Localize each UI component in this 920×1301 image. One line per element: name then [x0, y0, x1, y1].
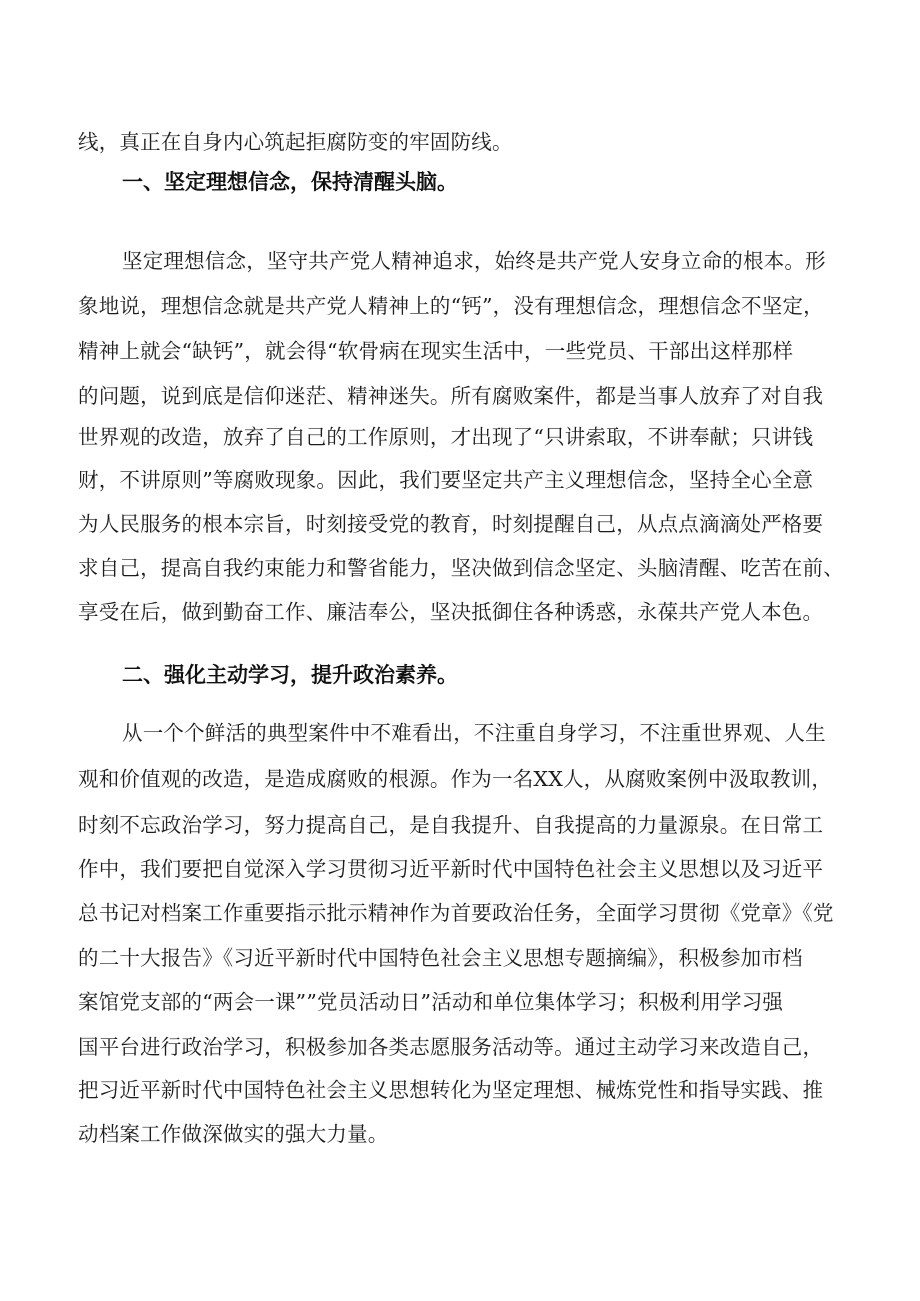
section-heading-2: 二、强化主动学习，提升政治素养。: [122, 663, 458, 687]
body-text-line: 象地说，理想信念就是共产党人精神上的“钙”，没有理想信念，理想信念不坚定，: [78, 294, 824, 318]
body-text-line: 时刻不忘政治学习，努力提高自己，是自我提升、自我提高的力量源泉。在日常工: [78, 813, 824, 837]
body-text-line: 世界观的改造，放弃了自己的工作原则，才出现了“只讲索取，不讲奉献；只讲钱: [78, 425, 814, 449]
body-text-line: 把习近平新时代中国特色社会主义思想转化为坚定理想、械炼党性和指导实践、推: [78, 1078, 824, 1102]
body-text-line: 坚定理想信念，坚守共产党人精神追求，始终是共产党人安身立命的根本。形: [122, 249, 826, 273]
body-text-line: 观和价值观的改造，是造成腐败的根源。作为一名XX人，从腐败案例中汲取教训，: [78, 767, 833, 791]
body-text-line: 精神上就会“缺钙”，就会得“软骨病在现实生活中，一些党员、干部出这样那样: [78, 339, 794, 363]
body-text-line: 从一个个鲜活的典型案件中不难看出，不注重自身学习，不注重世界观、人生: [122, 721, 826, 745]
body-text-line: 总书记对档案工作重要指示批示精神作为首要政治任务，全面学习贯彻《党章》《党: [78, 901, 834, 925]
body-text-line: 线，真正在自身内心筑起拒腐防变的牢固防线。: [78, 130, 513, 154]
body-text-line: 案馆党支部的“两会一课””党员活动日”活动和单位集体学习；积极利用学习强: [78, 990, 784, 1014]
body-text-line: 求自己，提高自我约束能力和警省能力，坚决做到信念坚定、头脑清醒、吃苦在前、: [78, 556, 844, 580]
body-text-line: 国平台进行政治学习，积极参加各类志愿服务活动等。通过主动学习来改造自己，: [78, 1035, 824, 1059]
body-text-line: 为人民服务的根本宗旨，时刻接受党的教育，时刻提醒自己，从点点滴滴处严格要: [78, 512, 824, 536]
body-text-line: 财，不讲原则”等腐败现象。因此，我们要坚定共产主义理想信念，坚持全心全意: [78, 468, 814, 492]
body-text-line: 的问题，说到底是信仰迷茫、精神迷失。所有腐败案件，都是当事人放弃了对自我: [78, 384, 824, 408]
body-text-line: 享受在后，做到勤奋工作、廉洁奉公，坚决抵御住各种诱惑，永葆共产党人本色。: [78, 600, 824, 624]
body-text-line: 作中，我们要把自觉深入学习贯彻习近平新时代中国特色社会主义思想以及习近平: [78, 857, 824, 881]
section-heading-1: 一、坚定理想信念，保持清醒头脑。: [122, 170, 458, 194]
body-text-line: 动档案工作做深做实的强大力量。: [78, 1122, 389, 1146]
body-text-line: 的二十大报告》《习近平新时代中国特色社会主义思想专题摘编》，积极参加市档: [78, 946, 803, 970]
